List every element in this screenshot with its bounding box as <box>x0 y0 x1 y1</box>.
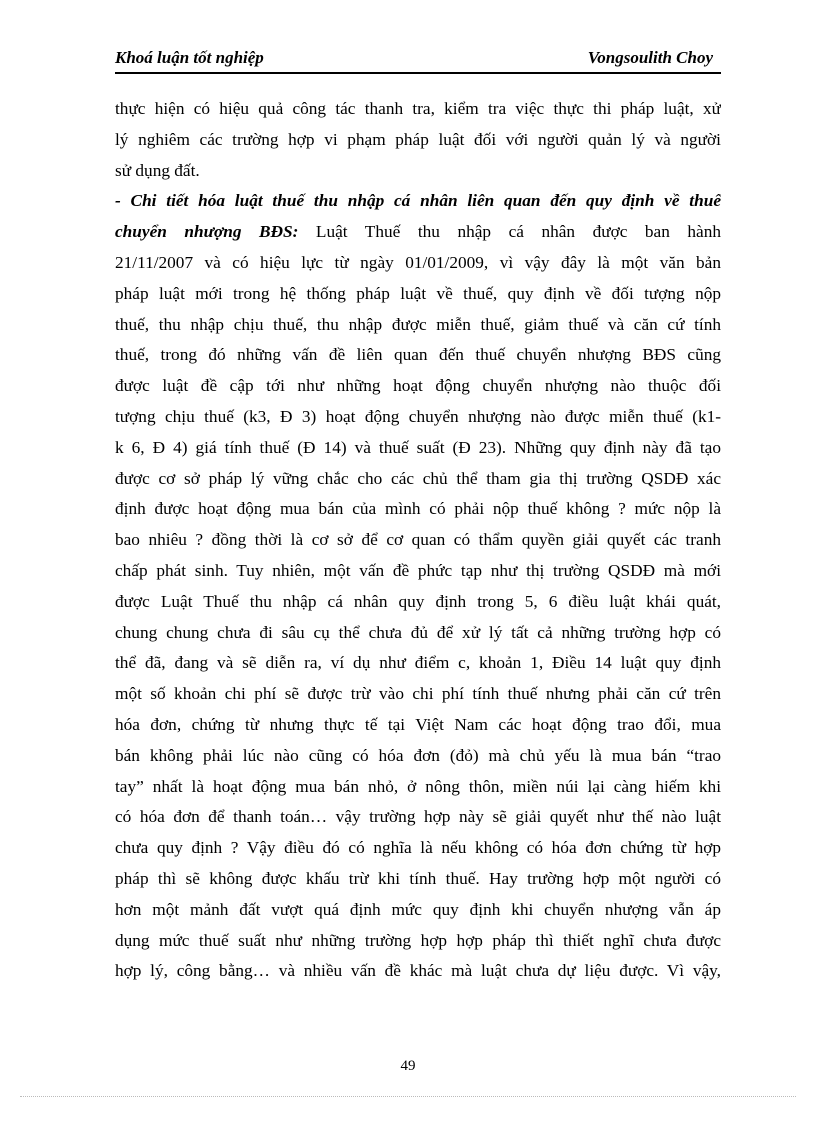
text-line: một số khoản chi phí sẽ được trừ vào chi phí tính thuế nhưng phải căn cứ trên <box>115 684 721 704</box>
text-run: Luật Thuế thu nhập cá nhân được ban hành <box>298 222 721 242</box>
section-heading-line: - Chi tiết hóa luật thuế thu nhập cá nhân liên quan đến quy định về thuế <box>115 191 721 211</box>
text-line: thực hiện có hiệu quả công tác thanh tra, kiểm tra việc thực thi pháp luật, xử <box>115 99 721 118</box>
text-line: chung chung chưa đi sâu cụ thể chưa đủ để xử lý tất cả những trường hợp có <box>115 622 721 642</box>
text-line: thuế, thu nhập chịu thuế, thu nhập được miễn thuế, giảm thuế và căn cứ tính <box>115 314 721 334</box>
text-line: bán không phải lúc nào cũng có hóa đơn (đỏ) mà chủ yếu là mua bán “trao <box>115 745 721 765</box>
text-line: chưa quy định ? Vậy điều đó có nghĩa là nếu không có hóa đơn chứng từ hợp <box>115 838 721 858</box>
text-line: có hóa đơn để thanh toán… vậy trường hợp này sẽ giải quyết như thế nào luật <box>115 807 721 827</box>
text-line: sử dụng đất. <box>115 160 200 180</box>
text-line: hơn một mảnh đất vượt quá định mức quy định khi chuyển nhượng vẫn áp <box>115 899 721 919</box>
text-line: thuế, trong đó những vấn đề liên quan đến thuế chuyển nhượng BĐS cũng <box>115 345 721 365</box>
text-line: tượng chịu thuế (k3, Đ 3) hoạt động chuyển nhượng nào được miễn thuế (k1- <box>115 406 721 426</box>
text-line: định được hoạt động mua bán của mình có phải nộp thuế không ? mức nộp là <box>115 499 721 519</box>
section-heading-end: chuyển nhượng BĐS: <box>115 222 299 242</box>
body-text <box>115 94 721 987</box>
text-line: k 6, Đ 4) giá tính thuế (Đ 14) và thuế suất (Đ 23). Những quy định này đã tạo <box>115 437 721 457</box>
header-thesis-title: Khoá luận tốt nghiệp <box>115 48 264 67</box>
footer-divider <box>20 1096 796 1097</box>
text-line: dụng mức thuế suất như những trường hợp hợp pháp thì thiết nghĩ chưa được <box>115 930 721 950</box>
text-line: được cơ sở pháp lý vững chắc cho các chủ thể tham gia thị trường QSDĐ xác <box>115 468 721 488</box>
text-line: hóa đơn, chứng từ nhưng thực tế tại Việt Nam các hoạt động trao đổi, mua <box>115 714 721 734</box>
text-line: 21/11/2007 và có hiệu lực từ ngày 01/01/2009, vì vậy đây là một văn bản <box>115 252 721 272</box>
text-line: thể đã, đang và sẽ diễn ra, ví dụ như điểm c, khoản 1, Điều 14 luật quy định <box>115 653 721 673</box>
text-line: hợp lý, công bằng… và nhiều vấn đề khác mà luật chưa dự liệu được. Vì vậy, <box>115 961 721 981</box>
text-line: được Luật Thuế thu nhập cá nhân quy định trong 5, 6 điều luật khái quát, <box>115 591 721 611</box>
text-line: pháp thì sẽ không được khấu trừ khi tính thuế. Hay trường hợp một người có <box>115 868 721 888</box>
text-line: chấp phát sinh. Tuy nhiên, một vấn đề phức tạp như thị trường QSDĐ mà mới <box>115 560 721 580</box>
text-line: pháp luật mới trong hệ thống pháp luật về thuế, quy định về đối tượng nộp <box>115 283 721 303</box>
page-number: 49 <box>400 1058 416 1074</box>
text-line: lý nghiêm các trường hợp vi phạm pháp luật đối với người quản lý và người <box>115 129 721 149</box>
page-header <box>115 46 721 74</box>
text-line: được luật đề cập tới như những hoạt động chuyển nhượng nào thuộc đối <box>115 376 721 396</box>
text-line-mixed <box>115 217 721 248</box>
text-line: tay” nhất là hoạt động mua bán nhỏ, ở nông thôn, miền núi lại càng hiếm khi <box>115 776 721 796</box>
header-author-name: Vongsoulith Choy <box>587 48 713 67</box>
text-line: bao nhiêu ? đồng thời là cơ sở để cơ quan có thẩm quyền giải quyết các tranh <box>115 530 721 550</box>
